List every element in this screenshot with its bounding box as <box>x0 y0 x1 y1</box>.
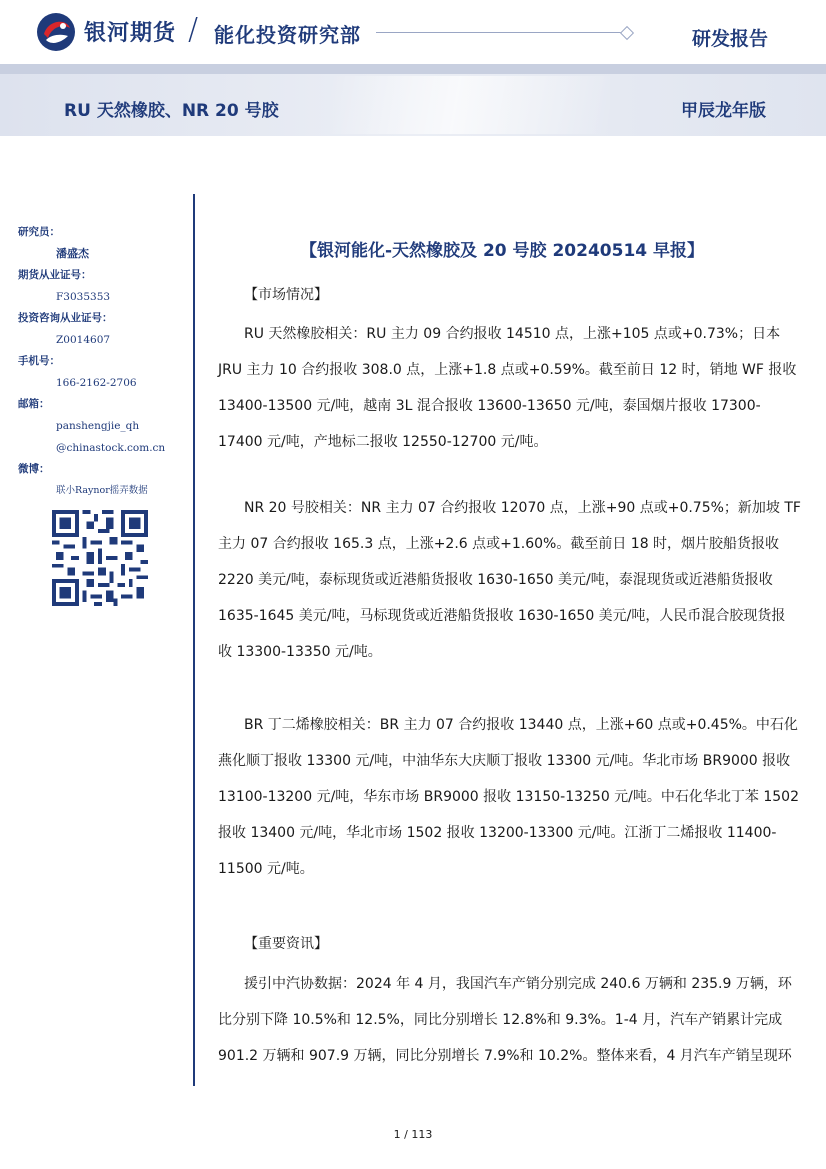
advisory-cert-label: 投资咨询从业证号： <box>18 312 113 324</box>
page-number: 1 / 113 <box>393 1128 433 1141</box>
paragraph-line: 1635-1645 美元/吨，马标现货或近港船货报收 1630-1650 美元/吨，人民币混合胶现货报 <box>218 608 786 624</box>
paragraph-line: 2220 美元/吨，泰标现货或近港船货报收 1630-1650 美元/吨，泰混现货或近港船货报收 <box>218 572 773 588</box>
paragraph-line: BR 丁二烯橡胶相关：BR 主力 07 合约报收 13440 点，上涨+60 点或+0.45%。中石化 <box>244 717 798 733</box>
paragraph-line: 17400 元/吨，产地标二报收 12550-12700 元/吨。 <box>218 434 548 450</box>
weibo-label: 微博： <box>18 463 50 475</box>
nr-paragraph <box>218 490 801 670</box>
galaxy-futures-logo-icon <box>36 12 76 52</box>
paragraph-line: 援引中汽协数据：2024 年 4 月，我国汽车产销分别完成 240.6 万辆和 235.9 万辆，环 <box>244 976 792 992</box>
paragraph-line: 报收 13400 元/吨，华北市场 1502 报收 13200-13300 元/吨。江浙丁二烯报收 11400- <box>218 825 777 841</box>
paragraph-line: 收 13300-13350 元/吨。 <box>218 644 382 660</box>
analyst-sidebar <box>18 222 188 502</box>
futures-cert-label: 期货从业证号： <box>18 269 92 281</box>
news-section-heading: 【重要资讯】 <box>244 936 328 952</box>
sidebar-divider <box>193 194 195 1086</box>
email-line-2: @chinastock.com.cn <box>56 442 166 454</box>
news-paragraph <box>218 966 792 1074</box>
paragraph-line: 燕化顺丁报收 13300 元/吨，中油华东大庆顺丁报收 13300 元/吨。华北市场 BR9000 报收 <box>218 753 791 769</box>
br-paragraph <box>218 707 799 887</box>
paragraph-line: 11500 元/吨。 <box>218 861 314 877</box>
header-rule <box>376 32 622 33</box>
department-name: 能化投资研究部 <box>214 23 361 47</box>
futures-cert-number: F3035353 <box>56 291 111 303</box>
researcher-name: 潘盛杰 <box>56 247 89 260</box>
ru-paragraph <box>218 316 797 460</box>
brand-name: 银河期货 <box>84 21 177 46</box>
paragraph-line: NR 20 号胶相关：NR 主力 07 合约报收 12070 点，上涨+90 点或+0.75%；新加坡 TF <box>244 500 801 516</box>
paragraph-line: 主力 07 合约报收 165.3 点，上涨+2.6 点或+1.60%。截至前日 18 时，烟片胶船货报收 <box>218 536 780 552</box>
header-separator: / <box>188 12 199 47</box>
email-line-1: panshengjie_qh <box>56 420 140 432</box>
header-diamond-ornament <box>620 26 634 40</box>
phone-number: 166-2162-2706 <box>56 377 137 389</box>
paragraph-line: RU 天然橡胶相关：RU 主力 09 合约报收 14510 点，上涨+105 点或+0.73%；日本 <box>244 326 781 342</box>
paragraph-line: 比分别下降 10.5%和 12.5%，同比分别增长 12.8%和 9.3%。1-4 月，汽车产销累计完成 <box>218 1012 783 1028</box>
qr-code-icon <box>52 510 148 606</box>
paragraph-line: 13100-13200 元/吨，华东市场 BR9000 报收 13150-13250 元/吨。中石化华北丁苯 1502 <box>218 789 799 805</box>
report-type: 研发报告 <box>691 28 768 50</box>
paragraph-line: 13400-13500 元/吨，越南 3L 混合报收 13600-13650 元/吨，泰国烟片报收 17300- <box>218 398 761 414</box>
paragraph-line: 901.2 万辆和 907.9 万辆，同比分别增长 7.9%和 10.2%。整体来看，4 月汽车产销呈现环 <box>218 1048 792 1064</box>
advisory-cert-number: Z0014607 <box>56 334 111 346</box>
phone-label: 手机号： <box>18 355 60 367</box>
product-heading: RU 天然橡胶、NR 20 号胶 <box>64 101 279 121</box>
edition-label: 甲辰龙年版 <box>681 101 766 121</box>
researcher-label: 研究员： <box>18 226 60 238</box>
weibo-handle: 联小Raynor摇弄数据 <box>56 485 148 496</box>
paragraph-line: JRU 主力 10 合约报收 308.0 点，上涨+1.8 点或+0.59%。截至前日 12 时，销地 WF 报收 <box>218 362 797 378</box>
report-title: 【银河能化-天然橡胶及 20 号胶 20240514 早报】 <box>300 241 705 261</box>
header-band-strip <box>0 64 826 74</box>
email-label: 邮箱： <box>18 398 50 410</box>
market-section-heading: 【市场情况】 <box>244 287 328 303</box>
header-band-shine <box>330 76 610 134</box>
